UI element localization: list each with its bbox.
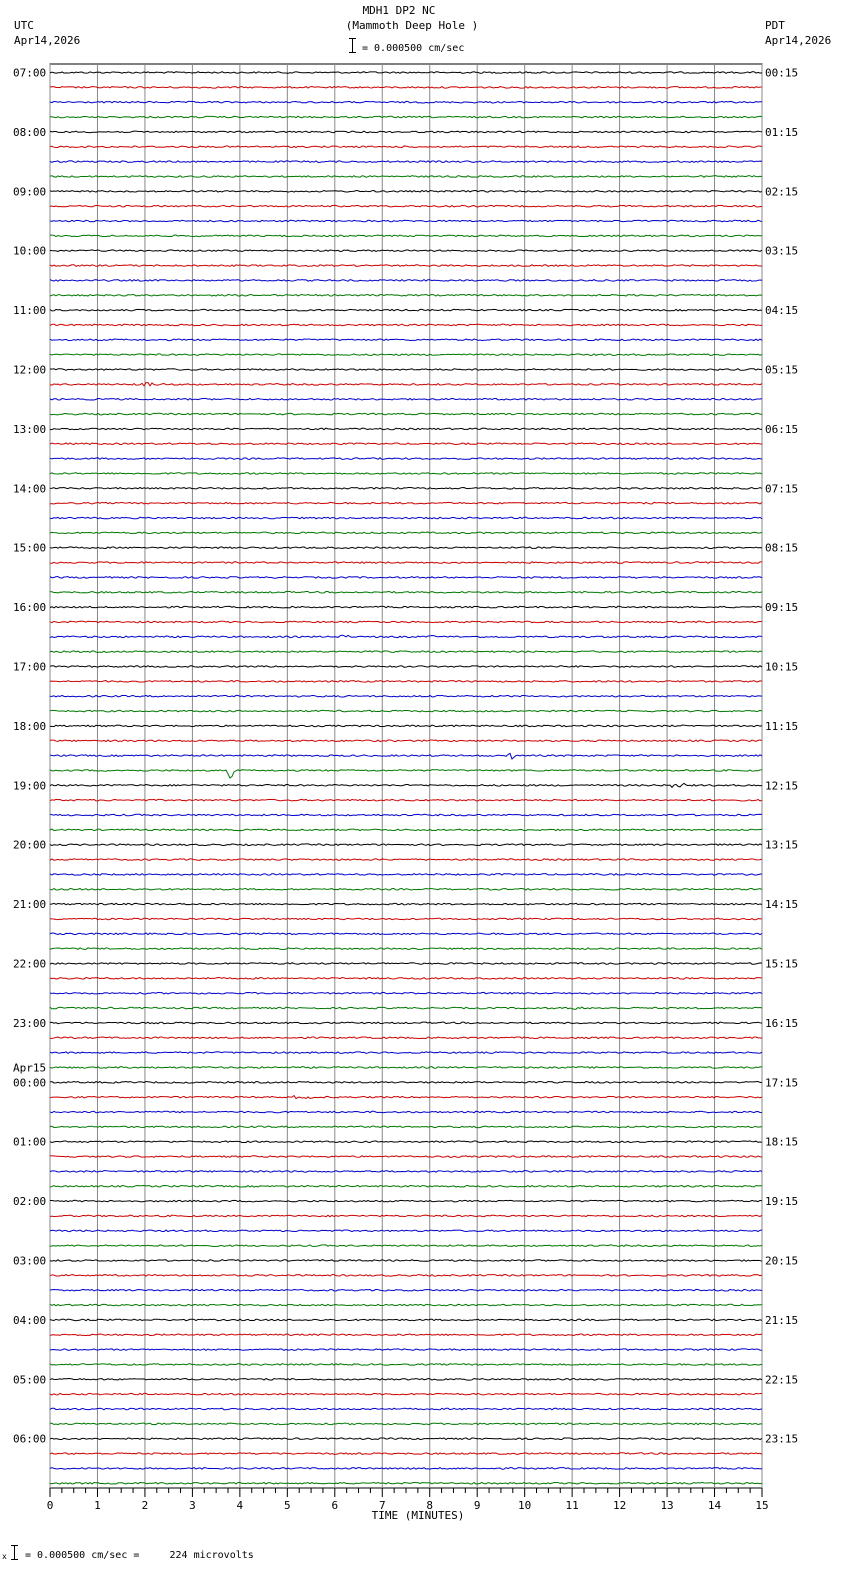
pdt-hour-label: 11:15 (765, 719, 799, 733)
trace-line-40 (50, 666, 762, 668)
trace-line-39 (50, 651, 762, 653)
trace-line-18 (50, 339, 762, 341)
left-date: Apr14,2026 (14, 34, 81, 47)
trace-line-43 (50, 710, 762, 712)
trace-line-31 (50, 532, 762, 534)
trace-line-45 (50, 740, 762, 742)
trace-line-13 (50, 265, 762, 267)
trace-line-81 (50, 1275, 762, 1277)
utc-hour-label: 03:00 (13, 1254, 47, 1268)
utc-hour-label: 14:00 (13, 482, 47, 496)
trace-line-44 (50, 725, 762, 727)
trace-line-9 (50, 205, 762, 207)
trace-line-37 (50, 621, 762, 623)
trace-line-8 (50, 191, 762, 193)
pdt-hour-label: 18:15 (765, 1135, 799, 1149)
trace-line-19 (50, 354, 762, 356)
trace-line-52 (50, 844, 762, 846)
pdt-hour-label: 04:15 (765, 304, 799, 318)
trace-line-7 (50, 176, 762, 178)
utc-hour-label: 02:00 (13, 1195, 47, 1209)
utc-hour-label: 09:00 (13, 185, 47, 199)
pdt-hour-label: 03:15 (765, 244, 799, 258)
trace-line-32 (50, 547, 762, 549)
left-timezone: UTC (14, 19, 34, 32)
trace-line-46 (50, 753, 762, 759)
trace-line-58 (50, 933, 762, 935)
trace-line-77 (50, 1215, 762, 1217)
x-tick-label: 6 (331, 1499, 339, 1512)
x-tick-label: 13 (660, 1499, 674, 1512)
utc-hour-label: 21:00 (13, 898, 47, 912)
utc-hour-label: 04:00 (13, 1313, 47, 1327)
trace-line-92 (50, 1438, 762, 1440)
trace-line-76 (50, 1200, 762, 1202)
pdt-hour-label: 10:15 (765, 660, 799, 674)
trace-line-12 (50, 250, 762, 252)
trace-line-51 (50, 829, 762, 831)
trace-line-82 (50, 1289, 762, 1291)
utc-hour-label: 18:00 (13, 719, 47, 733)
pdt-hour-label: 00:15 (765, 66, 799, 80)
trace-line-85 (50, 1334, 762, 1336)
utc-hour-label: 05:00 (13, 1373, 47, 1387)
trace-line-59 (50, 948, 762, 950)
pdt-hour-label: 15:15 (765, 957, 799, 971)
trace-line-22 (50, 398, 762, 400)
right-date: Apr14,2026 (765, 34, 832, 47)
x-tick-label: 1 (94, 1499, 101, 1512)
scale-label: = 0.000500 cm/sec (362, 43, 465, 54)
trace-line-71 (50, 1126, 762, 1128)
trace-line-33 (50, 562, 762, 564)
trace-line-79 (50, 1245, 762, 1247)
trace-line-84 (50, 1319, 762, 1321)
trace-line-65 (50, 1037, 762, 1039)
trace-line-24 (50, 428, 762, 430)
trace-line-54 (50, 874, 762, 876)
utc-hour-label: 07:00 (13, 66, 47, 80)
trace-line-26 (50, 458, 762, 460)
pdt-hour-label: 08:15 (765, 541, 799, 555)
trace-line-72 (50, 1141, 762, 1143)
trace-line-88 (50, 1379, 762, 1381)
trace-line-29 (50, 502, 762, 504)
utc-hour-label: 08:00 (13, 125, 47, 139)
pdt-hour-label: 05:15 (765, 363, 799, 377)
pdt-hour-label: 12:15 (765, 779, 799, 793)
trace-line-17 (50, 324, 762, 326)
trace-line-95 (50, 1482, 762, 1484)
trace-line-78 (50, 1230, 762, 1232)
x-tick-label: 11 (565, 1499, 579, 1512)
trace-line-30 (50, 517, 762, 519)
x-tick-label: 3 (189, 1499, 196, 1512)
right-timezone: PDT (765, 19, 785, 32)
utc-hour-label: 10:00 (13, 244, 47, 258)
trace-line-75 (50, 1185, 762, 1187)
x-tick-label: 4 (236, 1499, 244, 1512)
trace-line-91 (50, 1423, 762, 1425)
utc-hour-label: 22:00 (13, 957, 47, 971)
x-tick-label: 5 (284, 1499, 291, 1512)
trace-line-70 (50, 1111, 762, 1113)
x-tick-label: 9 (473, 1499, 481, 1512)
pdt-hour-label: 13:15 (765, 838, 799, 852)
utc-hour-label: 16:00 (13, 601, 47, 615)
utc-hour-label: 20:00 (13, 838, 47, 852)
trace-line-64 (50, 1022, 762, 1024)
x-tick-label: 0 (46, 1499, 54, 1512)
trace-line-86 (50, 1349, 762, 1351)
footer-scale-bar-icon (11, 1545, 18, 1560)
trace-line-34 (50, 577, 762, 579)
trace-line-69 (50, 1096, 762, 1099)
pdt-hour-label: 14:15 (765, 898, 799, 912)
utc-hour-label: 12:00 (13, 363, 47, 377)
pdt-hour-label: 16:15 (765, 1016, 799, 1030)
trace-line-48 (50, 783, 762, 787)
pdt-hour-label: 07:15 (765, 482, 799, 496)
trace-line-14 (50, 280, 762, 282)
trace-line-5 (50, 146, 762, 148)
station-title: MDH1 DP2 NC (362, 4, 436, 17)
trace-line-50 (50, 814, 762, 816)
location-title: (Mammoth Deep Hole ) (345, 19, 479, 32)
trace-line-80 (50, 1260, 762, 1262)
trace-line-38 (50, 635, 762, 637)
pdt-hour-label: 21:15 (765, 1313, 799, 1327)
trace-line-3 (50, 116, 762, 118)
pdt-hour-label: 02:15 (765, 185, 799, 199)
pdt-hour-label: 22:15 (765, 1373, 799, 1387)
trace-line-16 (50, 309, 762, 311)
x-tick-label: 15 (755, 1499, 769, 1512)
trace-line-74 (50, 1171, 762, 1173)
pdt-hour-label: 09:15 (765, 601, 799, 615)
trace-line-49 (50, 799, 762, 801)
trace-line-62 (50, 992, 762, 994)
trace-line-94 (50, 1468, 762, 1470)
plot-frame (50, 64, 762, 1488)
utc-hour-label: 13:00 (13, 422, 47, 436)
footer-scale-note: = 0.000500 cm/sec = 224 microvolts (25, 1550, 254, 1561)
trace-line-61 (50, 978, 762, 980)
pdt-hour-label: 23:15 (765, 1432, 799, 1446)
trace-line-66 (50, 1052, 762, 1054)
trace-line-93 (50, 1453, 762, 1455)
trace-line-63 (50, 1007, 762, 1009)
footer-marker: x (2, 1552, 7, 1561)
pdt-hour-label: 19:15 (765, 1195, 799, 1209)
trace-line-23 (50, 413, 762, 415)
trace-line-6 (50, 161, 762, 163)
trace-line-28 (50, 488, 762, 490)
x-tick-label: 7 (378, 1499, 386, 1512)
x-tick-label: 8 (426, 1499, 434, 1512)
pdt-hour-label: 20:15 (765, 1254, 799, 1268)
trace-line-68 (50, 1082, 762, 1084)
x-tick-label: 2 (141, 1499, 149, 1512)
trace-line-90 (50, 1408, 762, 1410)
trace-line-73 (50, 1156, 762, 1158)
utc-hour-label: 15:00 (13, 541, 47, 555)
x-tick-label: 12 (612, 1499, 627, 1512)
trace-line-41 (50, 681, 762, 683)
trace-line-56 (50, 903, 762, 905)
trace-line-57 (50, 918, 762, 920)
utc-hour-label: 11:00 (13, 304, 47, 318)
trace-line-35 (50, 591, 762, 593)
trace-line-20 (50, 369, 762, 371)
trace-line-53 (50, 859, 762, 861)
utc-hour-label: 23:00 (13, 1016, 47, 1030)
trace-line-2 (50, 101, 762, 103)
trace-line-0 (50, 72, 762, 74)
pdt-hour-label: 01:15 (765, 125, 799, 139)
trace-line-4 (50, 131, 762, 133)
x-tick-label: 10 (518, 1499, 532, 1512)
trace-line-27 (50, 473, 762, 475)
x-tick-label: 14 (707, 1499, 722, 1512)
trace-line-42 (50, 695, 762, 697)
utc-hour-label: 06:00 (13, 1432, 47, 1446)
x-axis-label: TIME (MINUTES) (371, 1509, 465, 1522)
trace-line-21 (50, 383, 762, 386)
utc-hour-label: 17:00 (13, 660, 47, 674)
trace-line-25 (50, 443, 762, 445)
trace-line-36 (50, 606, 762, 608)
trace-line-60 (50, 963, 762, 965)
trace-line-83 (50, 1304, 762, 1306)
trace-line-47 (50, 770, 762, 778)
trace-line-89 (50, 1393, 762, 1395)
trace-line-15 (50, 294, 762, 296)
trace-line-10 (50, 220, 762, 222)
trace-line-55 (50, 888, 762, 890)
utc-hour-label: 19:00 (13, 779, 47, 793)
utc-hour-label: 01:00 (13, 1135, 47, 1149)
utc-hour-label: 00:00 (13, 1076, 47, 1090)
pdt-hour-label: 06:15 (765, 422, 799, 436)
date-change-label: Apr15 (13, 1061, 47, 1075)
trace-line-11 (50, 235, 762, 237)
trace-line-67 (50, 1067, 762, 1069)
trace-line-87 (50, 1364, 762, 1366)
pdt-hour-label: 17:15 (765, 1076, 799, 1090)
trace-line-1 (50, 87, 762, 89)
